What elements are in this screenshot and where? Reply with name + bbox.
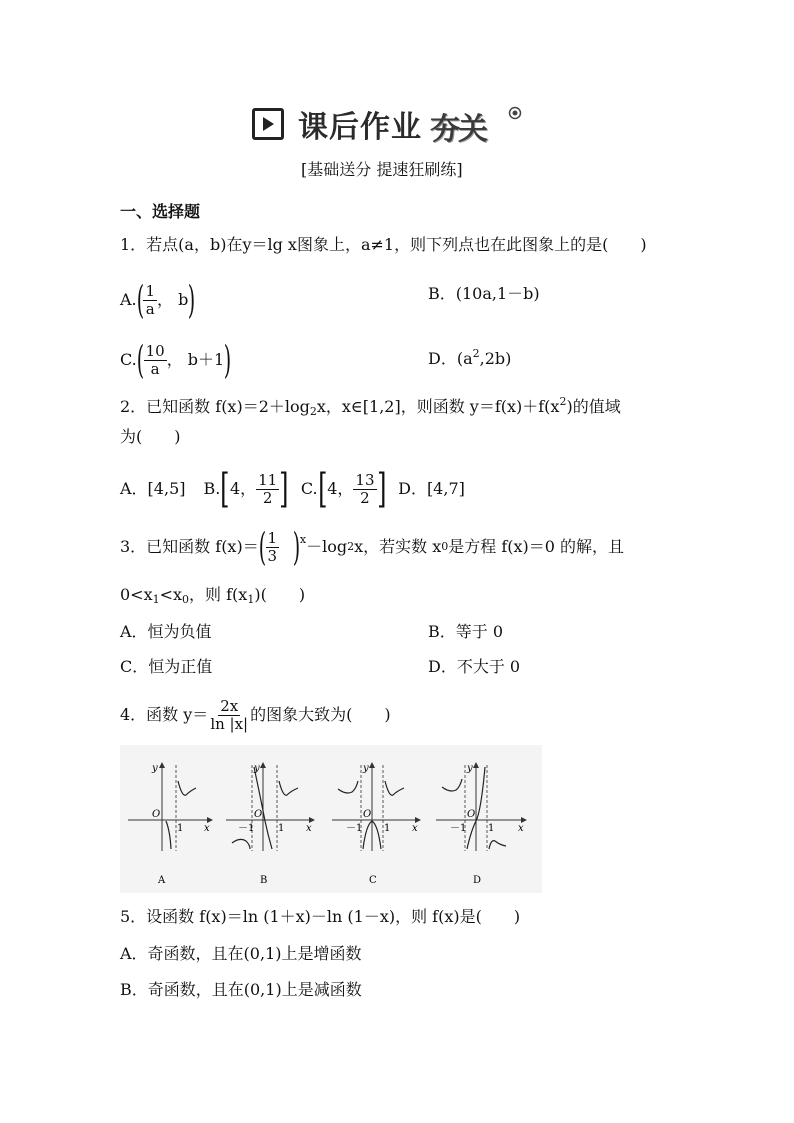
tick-label: 1 [177, 823, 184, 834]
axis-x-label: x [412, 823, 418, 834]
axis-x-label: x [204, 823, 210, 834]
origin-label: O [363, 809, 372, 820]
graph-label-b: B [260, 875, 268, 886]
fraction: $\frac{2x}{\ln |x|}$ [210, 696, 249, 733]
graph-c[interactable] [332, 763, 420, 886]
axis-y-label: y [254, 763, 260, 774]
question-2-stem: 2．已知函数 $f(x)=2+\log_2x$，x∈[1,2]，则函数 $y=f(x)+f(x^2)$的值域 [120, 395, 621, 418]
graph-panel [120, 745, 542, 893]
logo-badge-icon [508, 106, 522, 120]
subtitle: [基础送分 提速狂刷练] [301, 160, 463, 179]
tick-label: －1 [346, 823, 363, 834]
option-label: C. [120, 350, 137, 369]
q2-option-d[interactable]: D．[4,7] [398, 479, 465, 498]
fraction: $\frac{11}{2}$ [258, 470, 278, 507]
q5-option-a[interactable]: A．奇函数，且在(0,1)上是增函数 [120, 944, 362, 963]
q1-option-d[interactable]: D．$(a^2,2b)$ [428, 347, 512, 368]
question-3-stem: 3．已知函数 f(x)＝ ( $\frac{1}{3}$ ) x －log 2 x，若实数 x 0 是方程 f(x)＝0 的解，且 [120, 525, 625, 569]
q4-graph-options [120, 745, 542, 893]
graph-a[interactable] [128, 763, 212, 886]
fraction: $\frac{1}{3}$ [267, 528, 278, 565]
question-1-stem: 1．若点(a，b)在y＝lg x图象上，a≠1，则下列点也在此图象上的是( ) [120, 235, 647, 254]
q3-option-d[interactable]: D．不大于 0 [428, 657, 521, 676]
axis-y-label: y [152, 763, 158, 774]
question-5-stem: 5．设函数 f(x)＝ln (1＋x)－ln (1－x)，则 f(x)是( ) [120, 907, 521, 926]
origin-label: O [254, 809, 263, 820]
tick-label: －1 [238, 823, 255, 834]
q3-option-b[interactable]: B．等于 0 [428, 622, 504, 641]
q1-option-b[interactable]: B．(10a,1－b) [428, 284, 540, 303]
q2-option-c[interactable]: C. [ 4， $\frac{13}{2}$ ] [300, 466, 386, 512]
fraction: $\frac{13}{2}$ [355, 470, 375, 507]
graph-label-a: A [158, 875, 166, 886]
graph-b[interactable] [226, 763, 314, 886]
axis-y-label: y [363, 763, 369, 774]
q1-option-a[interactable]: A. ( $\frac{1}{a}$ ， b ) [120, 278, 196, 322]
play-icon [252, 108, 284, 140]
graph-d[interactable] [436, 763, 526, 886]
origin-label: O [152, 809, 161, 820]
fraction: $\frac{10}{a}$ [145, 341, 165, 378]
axis-y-label: y [467, 763, 473, 774]
graph-label-d: D [473, 875, 482, 886]
brand-logo [430, 104, 526, 147]
logo-text: 夯关 [430, 112, 486, 147]
tick-label: －1 [450, 823, 467, 834]
q3-option-a[interactable]: A．恒为负值 [120, 622, 212, 641]
option-label: A. [120, 290, 137, 309]
q2-option-b[interactable]: B. [ 4， $\frac{11}{2}$ ] [203, 466, 289, 512]
page-title: 课后作业 [298, 110, 422, 145]
graph-label-c: C [369, 875, 377, 886]
q1-option-c[interactable]: C. ( $\frac{10}{a}$ ， b＋1 ) [120, 338, 232, 382]
section-title: 一、选择题 [120, 202, 201, 221]
q5-option-b[interactable]: B．奇函数，且在(0,1)上是减函数 [120, 980, 362, 999]
axis-x-label: x [518, 823, 524, 834]
q2-option-a[interactable]: A．[4,5] [120, 479, 186, 498]
tick-label: 1 [384, 823, 391, 834]
question-2-stem-line2: 为( ) [120, 427, 181, 446]
q2-options [120, 462, 465, 516]
axis-x-label: x [306, 823, 312, 834]
origin-label: O [467, 809, 476, 820]
q3-option-c[interactable]: C．恒为正值 [120, 657, 213, 676]
page-header [252, 100, 526, 148]
question-3-stem-line2: $0<x_1<x_0$，则 $f(x_1)$( ) [120, 585, 306, 606]
tick-label: 1 [278, 823, 285, 834]
question-4-stem: 4．函数 y＝ $\frac{2x}{\ln |x|}$ 的图象大致为( ) [120, 696, 391, 733]
fraction: $\frac{1}{a}$ [145, 281, 156, 318]
tick-label: 1 [488, 823, 495, 834]
